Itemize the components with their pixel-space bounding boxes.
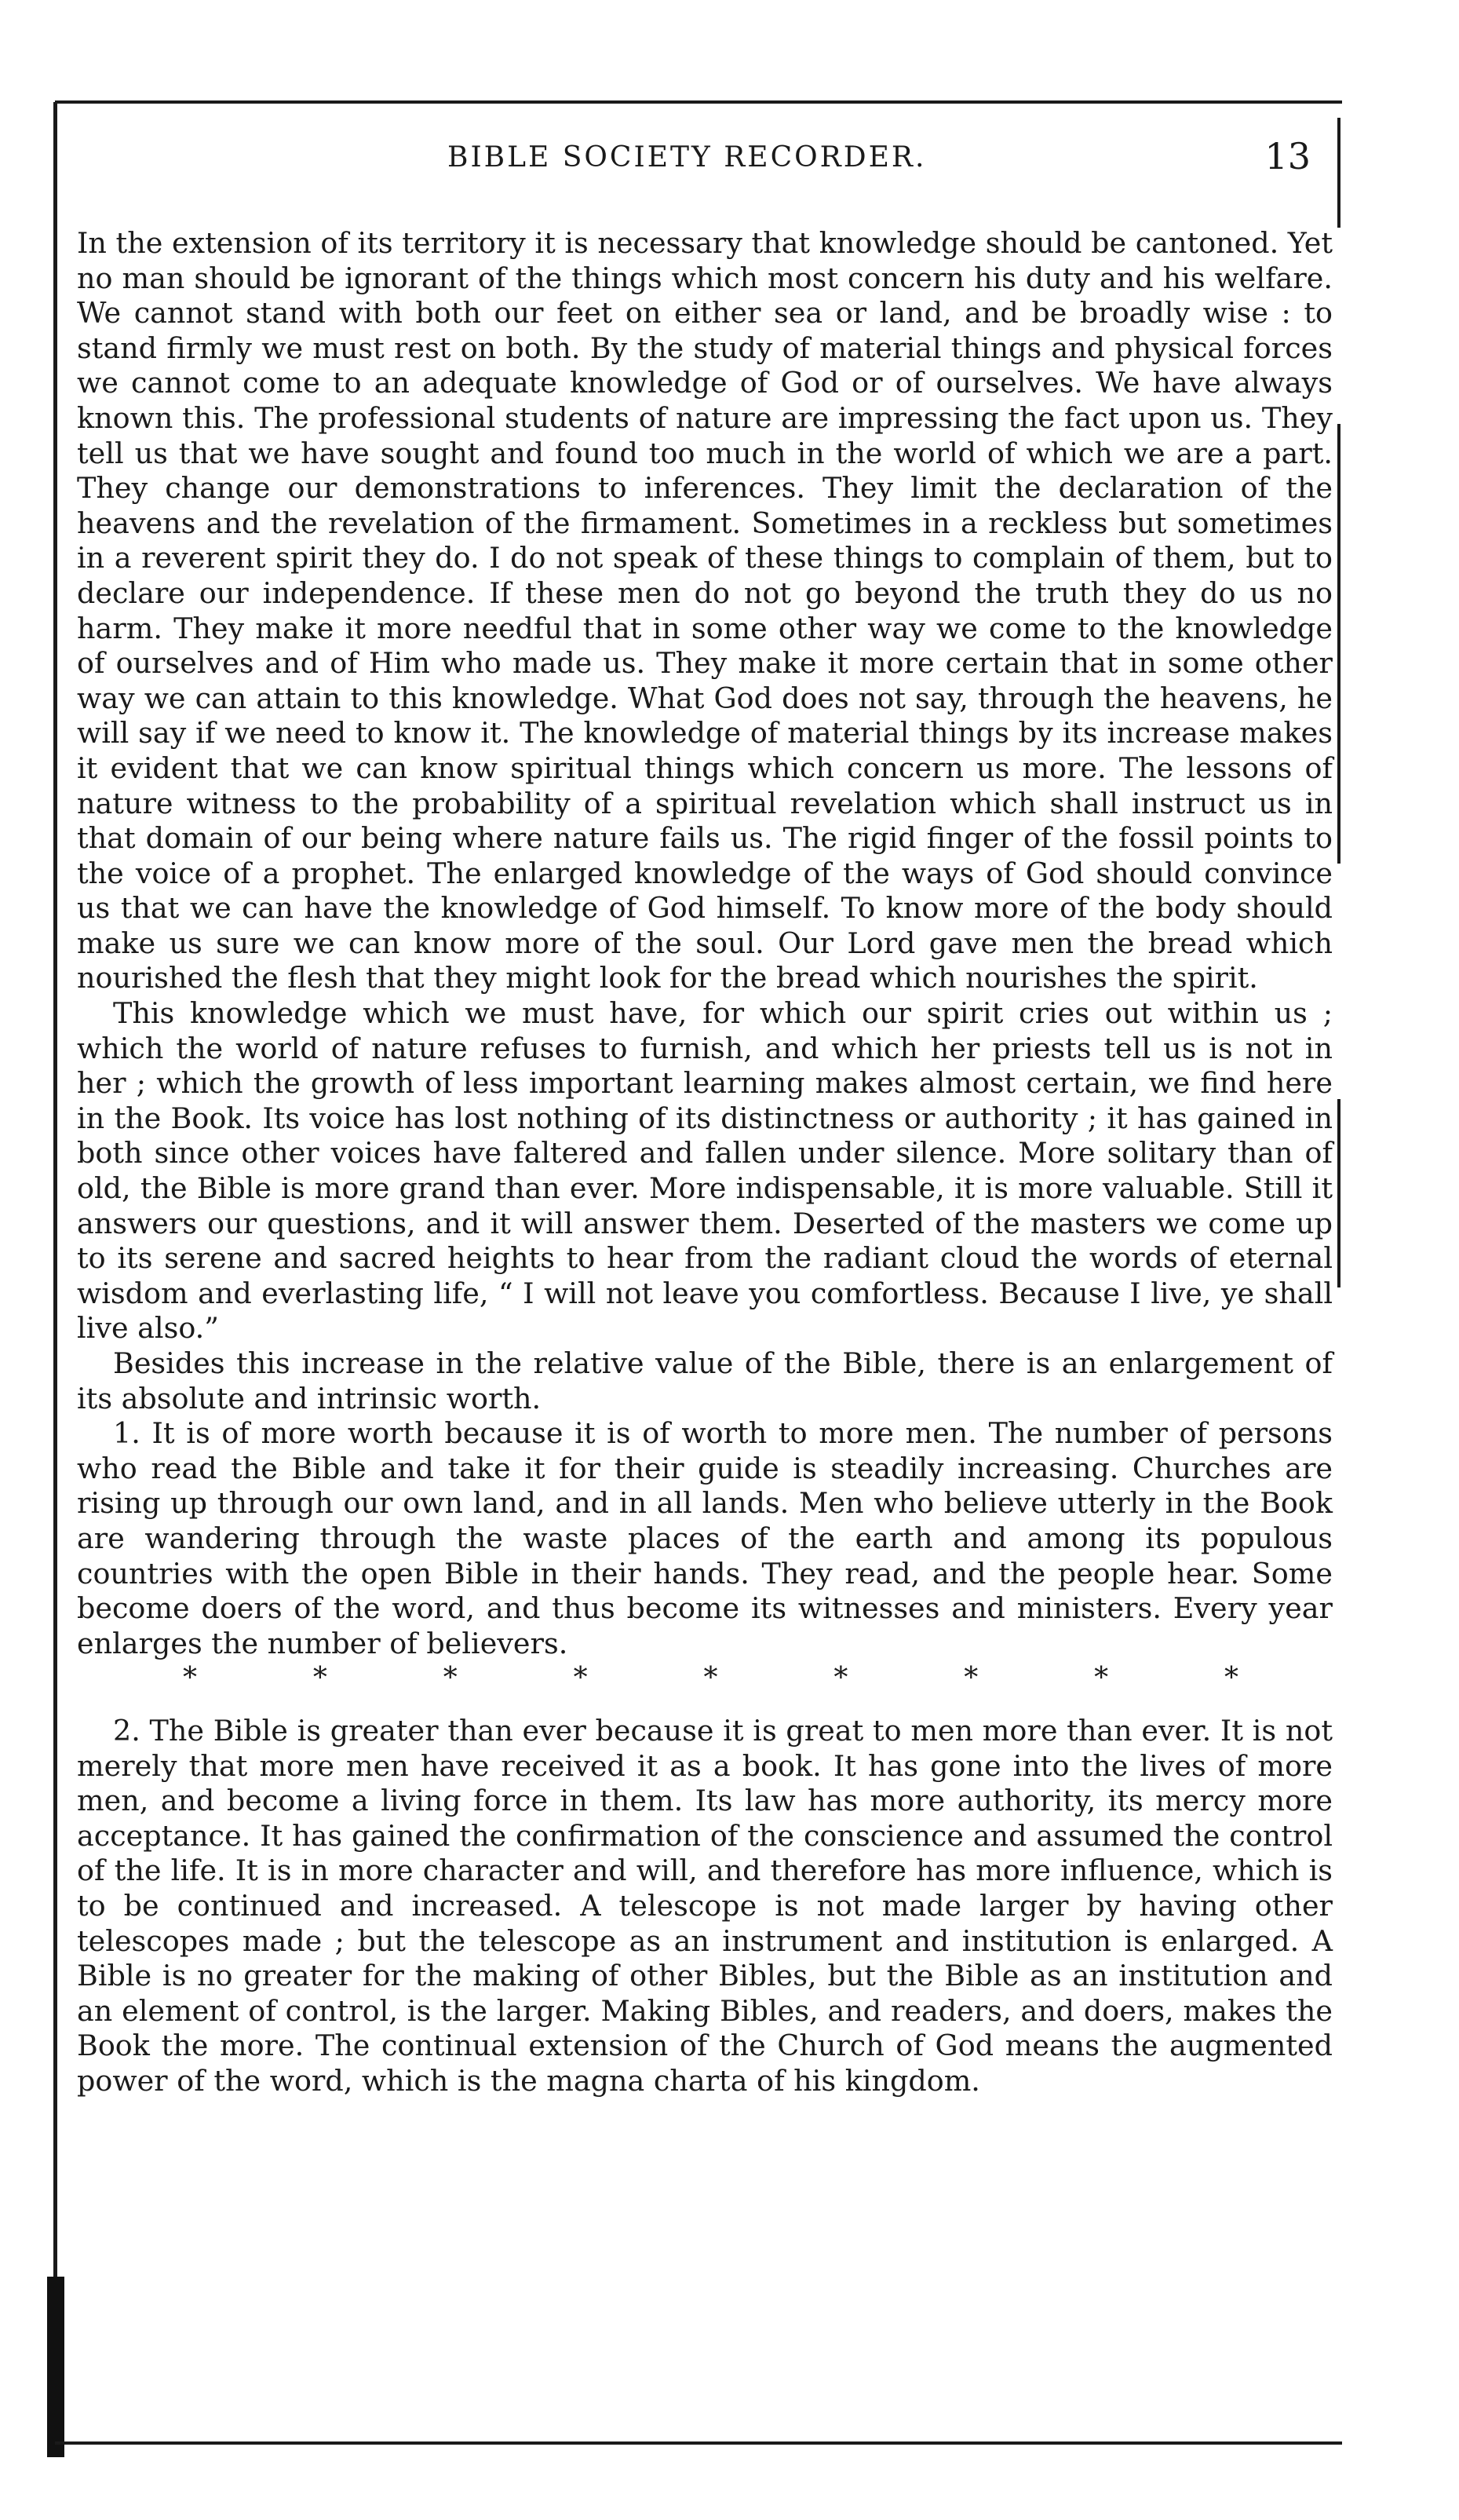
left-border-heavy bbox=[47, 2277, 64, 2457]
section-separator bbox=[77, 1661, 1333, 1696]
separator-star: * bbox=[312, 1662, 327, 1695]
separator-star: * bbox=[573, 1662, 588, 1695]
top-rule bbox=[55, 100, 1342, 104]
separator-star: * bbox=[703, 1662, 718, 1695]
body-text bbox=[77, 226, 1333, 2098]
separator-star: * bbox=[964, 1662, 979, 1695]
page-number: 13 bbox=[1264, 135, 1311, 177]
separator-star: * bbox=[443, 1662, 458, 1695]
paragraph: 1. It is of more worth because it is of worth to more men. The number of persons who read the Bible and take it for their guide is steadily increasing. Churches are rising up through our own land, and in all lands. Men who believe utterly in the Book are wandering through the waste places of the earth and among its populous countries with the open Bible in their hands. They read, and the people hear. Some become doers of the word, and thus become its witnesses and ministers. Every year enlarges the number of believers. bbox=[77, 1416, 1333, 1660]
right-border-segment bbox=[1337, 1099, 1340, 1287]
separator-star: * bbox=[833, 1662, 848, 1695]
paragraph: Besides this increase in the relative value of the Bible, there is an enlargement of its absolute and intrinsic worth. bbox=[77, 1346, 1333, 1415]
left-border bbox=[53, 102, 57, 2445]
separator-star: * bbox=[183, 1662, 197, 1695]
running-head: BIBLE SOCIETY RECORDER. bbox=[447, 141, 927, 173]
paragraph: This knowledge which we must have, for which our spirit cries out within us ; which the world of nature refuses to furnish, and which her priests tell us is not in her ; which the growth of less important learning makes almost certain, we find here in the Book. Its voice has lost nothing of its distinctness or authority ; it has gained in both since other voices have faltered and fallen under silence. More solitary than of old, the Bible is more grand than ever. More indispensable, it is more valuable. Still it answers our questions, and it will answer them. Deserted of the masters we come up to its serene and sacred heights to hear from the radiant cloud the words of eternal wisdom and everlasting life, “ I will not leave you comfortless. Because I live, ye shall live also.” bbox=[77, 996, 1333, 1346]
right-border-segment bbox=[1337, 424, 1340, 864]
page-header bbox=[78, 135, 1326, 188]
bottom-rule bbox=[55, 2441, 1342, 2445]
right-border-segment bbox=[1337, 118, 1340, 228]
paragraph: In the extension of its territory it is necessary that knowledge should be cantoned. Yet no man should be ignorant of the things which most concern his duty and his welfare. We cannot stand with both our feet on either sea or land, and be broadly wise : to stand firmly we must rest on both. By the study of material things and physical forces we cannot come to an adequate knowledge of God or of ourselves. We have always known this. The professional students of nature are impressing the fact upon us. They tell us that we have sought and found too much in the world of which we are a part. They change our demonstrations to inferences. They limit the declaration of the heavens and the revelation of the firmament. Sometimes in a reckless but sometimes in a reverent spirit they do. I do not speak of these things to complain of them, but to declare our independence. If these men do not go beyond the truth they do us no harm. They make it more needful that in some other way we come to the knowledge of ourselves and of Him who made us. They make it more certain that in some other way we can attain to this knowledge. What God does not say, through the heavens, he will say if we need to know it. The knowledge of material things by its increase makes it evident that we can know spiritual things which concern us more. The lessons of nature witness to the probability of a spiritual revelation which shall instruct us in that domain of our being where nature fails us. The rigid finger of the fossil points to the voice of a prophet. The enlarged knowledge of the ways of God should convince us that we can have the knowledge of God himself. To know more of the body should make us sure we can know more of the soul. Our Lord gave men the bread which nourished the flesh that they might look for the bread which nourishes the spirit. bbox=[77, 226, 1333, 995]
paragraph: 2. The Bible is greater than ever because it is great to men more than ever. It is not merely that more men have received it as a book. It has gone into the lives of more men, and become a living force in them. Its law has more authority, its mercy more acceptance. It has gained the confirmation of the conscience and assumed the control of the life. It is in more character and will, and therefore has more influence, which is to be continued and increased. A telescope is not made larger by having other telescopes made ; but the telescope as an instrument and institution is enlarged. A Bible is no greater for the making of other Bibles, but the Bible as an institution and an element of control, is the larger. Making Bibles, and readers, and doers, makes the Book the more. The continual extension of the Church of God means the augmented power of the word, which is the magna charta of his kingdom. bbox=[77, 1713, 1333, 2098]
separator-star: * bbox=[1094, 1662, 1109, 1695]
separator-star: * bbox=[1224, 1662, 1238, 1695]
